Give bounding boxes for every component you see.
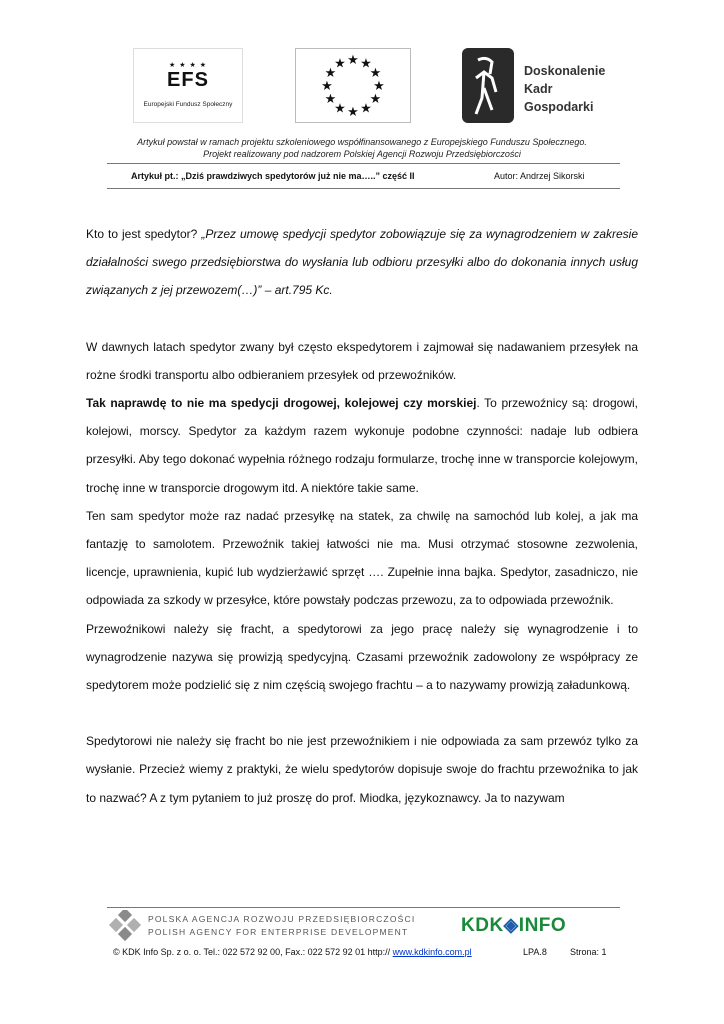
dkg-figure-icon bbox=[462, 48, 514, 123]
caption-line: Projekt realizowany pod nadzorem Polskiej Agencji Rozwoju Przedsiębiorczości bbox=[203, 149, 521, 159]
eu-star-icon: ★ bbox=[369, 66, 382, 81]
paragraph: Ten sam spedytor może raz nadać przesyłkę na statek, za chwilę na samochód lub kolej, a jak ma fantazję to samolotem. Przewoźnik takiej łatwości nie ma. Musi otrzymać stosowne zezwolenia, licencje, uprawnienia, kupić lub wydzierżawić sprzęt …. Zupełnie inna bajka. Spedytor, zasadniczo, nie odpowiada za szkody w przesyłce, które powstały podczas przewozu, za to odpowiada przewoźnik. bbox=[86, 508, 638, 608]
footer-contact bbox=[113, 947, 472, 957]
eu-star-icon: ★ bbox=[360, 101, 372, 117]
eu-star-icon: ★ bbox=[360, 56, 372, 72]
dkg-logo bbox=[462, 48, 612, 123]
footer-rule bbox=[107, 907, 620, 908]
efs-mark: EFS bbox=[167, 69, 209, 91]
paragraph-text: . To przewoźnicy są: drogowi, kolejowi, morscy. Spedytor za każdym razem wykonuje podobne czynności: nadaje lub odbiera przesyłki. Aby tego dokonać wypełnia różnego rodzaju formularze, trochę inne w transporcie kolejowym, trochę inne w transporcie drogowym itd. A niektóre takie same. bbox=[86, 396, 638, 495]
quote-text: „Przez umowę spedycji spedytor zobowiązuje się za wynagrodzeniem w zakresie działalności swego przedsiębiorstwa do wysłania lub odbioru przesyłki albo do dokonania innych usług związanych z jej przewozem(…)” – art.795 Kc. bbox=[86, 227, 639, 298]
paragraph: W dawnych latach spedytor zwany był często ekspedytorem i zajmował się nadawaniem przesyłek na rożne środki transportu albo odbieraniem przesyłek od przewoźników. bbox=[86, 339, 638, 382]
contact-text: © KDK Info Sp. z o. o. Tel.: 022 572 92 00, Fax.: 022 572 92 01 http:// bbox=[113, 947, 393, 957]
efs-label: Europejski Fundusz Społeczny bbox=[143, 101, 233, 108]
kdk-diamond-icon: ◈ bbox=[503, 915, 519, 936]
efs-stars: ★ ★ ★ ★ bbox=[169, 62, 207, 69]
kdk-info-logo bbox=[461, 914, 566, 937]
eu-stars-icon bbox=[296, 49, 410, 122]
paragraph: Spedytorowi nie należy się fracht bo nie jest przewoźnikiem i nie odpowiada za sam przewóz tylko za wysłanie. Przecież wiemy z praktyki, że wielu spedytorów dopisuje swoje do frachtu przewoźnika to jak to nazwać? A z tym pytaniem to już proszę do prof. Miodka, językoznawcy. Ja to nazywam bbox=[86, 734, 638, 805]
kdk-logo-right: INFO bbox=[518, 915, 567, 936]
article-title: Artykuł pt.: „Dziś prawdziwych spedytorów już nie ma…..” część II bbox=[131, 171, 415, 181]
parp-name-pl: POLSKA AGENCJA ROZWOJU PRZEDSIĘBIORCZOŚCI bbox=[148, 914, 416, 924]
paragraph-text: Kto to jest spedytor? bbox=[86, 227, 202, 241]
website-link[interactable]: www.kdkinfo.com.pl bbox=[392, 947, 472, 957]
dkg-line: Doskonalenie bbox=[524, 64, 606, 78]
header-rule-top bbox=[107, 163, 620, 164]
dkg-text bbox=[524, 62, 605, 116]
dkg-line: Kadr bbox=[524, 82, 553, 96]
eu-star-icon: ★ bbox=[347, 105, 359, 120]
paragraph bbox=[86, 220, 638, 305]
eu-star-icon: ★ bbox=[373, 79, 385, 94]
header-rule-bottom bbox=[107, 188, 620, 189]
project-caption bbox=[0, 136, 724, 160]
eu-star-icon: ★ bbox=[334, 56, 346, 72]
eu-star-icon: ★ bbox=[324, 66, 337, 81]
eu-star-icon: ★ bbox=[334, 101, 346, 117]
bold-text: Tak naprawdę to nie ma spedycji drogowej, kolejowej czy morskiej bbox=[86, 396, 477, 411]
page-number: Strona: 1 bbox=[570, 947, 607, 957]
paragraph: Przewoźnikowi należy się fracht, a spedytorowi za jego pracę należy się wynagrodzenie i to wynagrodzenie nazywa się prowizją spedycyjną. Czasami przewoźnik zadowolony ze współpracy ze spedytorem może podzielić się z nim częścią swojego frachtu – a to nazywamy prowizją załadunkową. bbox=[86, 621, 638, 693]
dkg-line: Gospodarki bbox=[524, 100, 594, 114]
logo-bar bbox=[0, 48, 724, 123]
eu-flag-logo bbox=[295, 48, 411, 123]
article-author: Autor: Andrzej Sikorski bbox=[494, 171, 585, 181]
caption-line: Artykuł powstał w ramach projektu szkoleniowego współfinansowanego z Europejskiego Funduszu Społecznego. bbox=[137, 137, 587, 147]
parp-name-en: POLISH AGENCY FOR ENTERPRISE DEVELOPMENT bbox=[148, 927, 409, 937]
kdk-logo-left: KDK bbox=[461, 915, 504, 936]
paragraph bbox=[86, 389, 638, 502]
parp-logo-icon bbox=[108, 910, 142, 942]
eu-star-icon: ★ bbox=[324, 92, 337, 107]
efs-logo bbox=[133, 48, 243, 123]
eu-star-icon: ★ bbox=[347, 53, 359, 68]
document-code: LPA.8 bbox=[523, 947, 547, 957]
eu-star-icon: ★ bbox=[321, 79, 333, 94]
eu-star-icon: ★ bbox=[369, 92, 382, 107]
article-body bbox=[86, 220, 638, 812]
